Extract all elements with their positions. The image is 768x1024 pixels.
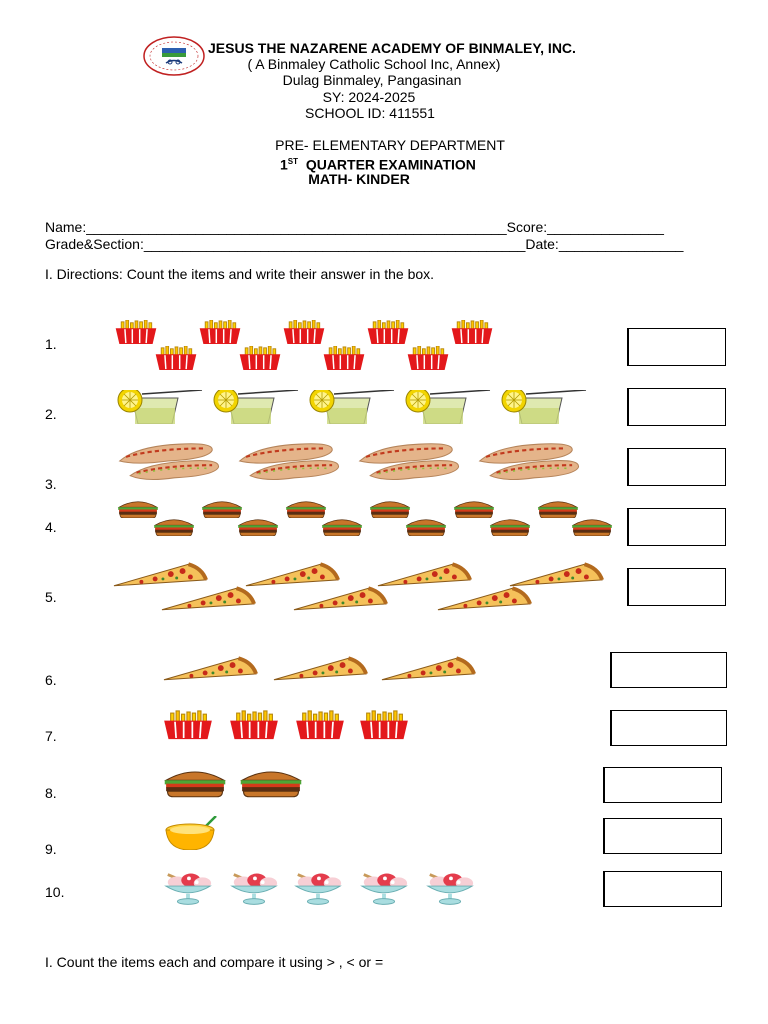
school-id: SCHOOL ID: 411551 bbox=[305, 105, 435, 121]
exam-name: QUARTER EXAMINATION bbox=[305, 156, 476, 173]
fries-icon bbox=[294, 710, 346, 740]
lemonade-icon bbox=[208, 390, 304, 424]
answer-box-10[interactable] bbox=[603, 871, 722, 907]
ice-cream-cup-icon bbox=[424, 870, 476, 906]
item-number-4: 4. bbox=[45, 519, 57, 535]
lemonade-icon bbox=[400, 390, 496, 424]
burger-icon bbox=[450, 500, 498, 518]
burger-icon bbox=[534, 500, 582, 518]
item-number-7: 7. bbox=[45, 728, 57, 744]
pizza-slice-icon bbox=[376, 562, 474, 588]
grade-date-line[interactable]: Grade&Section:_________________________________________________Date:________________ bbox=[45, 236, 684, 252]
item-number-9: 9. bbox=[45, 841, 57, 857]
pizza-slice-icon bbox=[112, 562, 210, 588]
exam-number: 1 bbox=[280, 156, 288, 173]
hotdog-sandwich-icon bbox=[112, 440, 224, 482]
item-number-5: 5. bbox=[45, 589, 57, 605]
answer-box-9[interactable] bbox=[603, 818, 722, 854]
burger-icon bbox=[238, 768, 304, 798]
fries-icon bbox=[448, 320, 496, 344]
lemonade-icon bbox=[112, 390, 208, 424]
fries-icon bbox=[112, 320, 160, 344]
item-number-10: 10. bbox=[45, 884, 65, 900]
burger-icon bbox=[198, 500, 246, 518]
answer-box-8[interactable] bbox=[603, 767, 722, 803]
name-score-line[interactable]: Name:______________________________________________________Score:_______________ bbox=[45, 219, 664, 235]
ice-cream-cup-icon bbox=[228, 870, 280, 906]
hotdog-sandwich-icon bbox=[232, 440, 344, 482]
fries-icon bbox=[162, 710, 214, 740]
pizza-slice-icon bbox=[162, 655, 260, 683]
pizza-slice-icon bbox=[272, 655, 370, 683]
hotdog-sandwich-icon bbox=[472, 440, 584, 482]
burger-icon bbox=[150, 518, 198, 536]
pizza-slice-icon bbox=[380, 655, 478, 683]
school-name: JESUS THE NAZARENE ACADEMY OF BINMALEY, INC. bbox=[208, 40, 576, 56]
pizza-slice-icon bbox=[160, 586, 258, 612]
fries-icon bbox=[228, 710, 280, 740]
answer-box-4[interactable] bbox=[627, 508, 726, 546]
burger-icon bbox=[282, 500, 330, 518]
item-number-2: 2. bbox=[45, 406, 57, 422]
juice-bowl-icon bbox=[164, 816, 220, 850]
department-title: PRE- ELEMENTARY DEPARTMENT bbox=[275, 137, 505, 153]
fries-icon bbox=[196, 320, 244, 344]
burger-icon bbox=[402, 518, 450, 536]
answer-box-3[interactable] bbox=[627, 448, 726, 486]
school-subtitle: ( A Binmaley Catholic School Inc, Annex) bbox=[247, 56, 501, 72]
fries-icon bbox=[320, 346, 368, 370]
item-number-8: 8. bbox=[45, 785, 57, 801]
lemonade-icon bbox=[304, 390, 400, 424]
burger-icon bbox=[162, 768, 228, 798]
fries-icon bbox=[280, 320, 328, 344]
fries-icon bbox=[358, 710, 410, 740]
school-address: Dulag Binmaley, Pangasinan bbox=[282, 72, 462, 88]
ice-cream-cup-icon bbox=[162, 870, 214, 906]
burger-icon bbox=[568, 518, 616, 536]
subject-title: MATH- KINDER bbox=[308, 171, 410, 187]
item-number-6: 6. bbox=[45, 672, 57, 688]
fries-icon bbox=[404, 346, 452, 370]
item-number-3: 3. bbox=[45, 476, 57, 492]
answer-box-5[interactable] bbox=[627, 568, 726, 606]
school-year: SY: 2024-2025 bbox=[322, 89, 416, 105]
pizza-slice-icon bbox=[292, 586, 390, 612]
exam-number-suffix: ST bbox=[287, 157, 299, 166]
fries-icon bbox=[364, 320, 412, 344]
burger-icon bbox=[318, 518, 366, 536]
hotdog-sandwich-icon bbox=[352, 440, 464, 482]
ice-cream-cup-icon bbox=[292, 870, 344, 906]
directions-part1: I. Directions: Count the items and write their answer in the box. bbox=[45, 266, 435, 282]
answer-box-7[interactable] bbox=[610, 710, 727, 746]
answer-box-6[interactable] bbox=[610, 652, 727, 688]
burger-icon bbox=[486, 518, 534, 536]
answer-box-1[interactable] bbox=[627, 328, 726, 366]
exam-title bbox=[280, 154, 476, 173]
answer-box-2[interactable] bbox=[627, 388, 726, 426]
fries-icon bbox=[236, 346, 284, 370]
ice-cream-cup-icon bbox=[358, 870, 410, 906]
item-number-1: 1. bbox=[45, 336, 57, 352]
directions-part2: I. Count the items each and compare it using > , < or = bbox=[45, 954, 384, 970]
burger-icon bbox=[114, 500, 162, 518]
pizza-slice-icon bbox=[508, 562, 606, 588]
fries-icon bbox=[152, 346, 200, 370]
pizza-slice-icon bbox=[244, 562, 342, 588]
burger-icon bbox=[366, 500, 414, 518]
lemonade-icon bbox=[496, 390, 592, 424]
pizza-slice-icon bbox=[436, 586, 534, 612]
burger-icon bbox=[234, 518, 282, 536]
